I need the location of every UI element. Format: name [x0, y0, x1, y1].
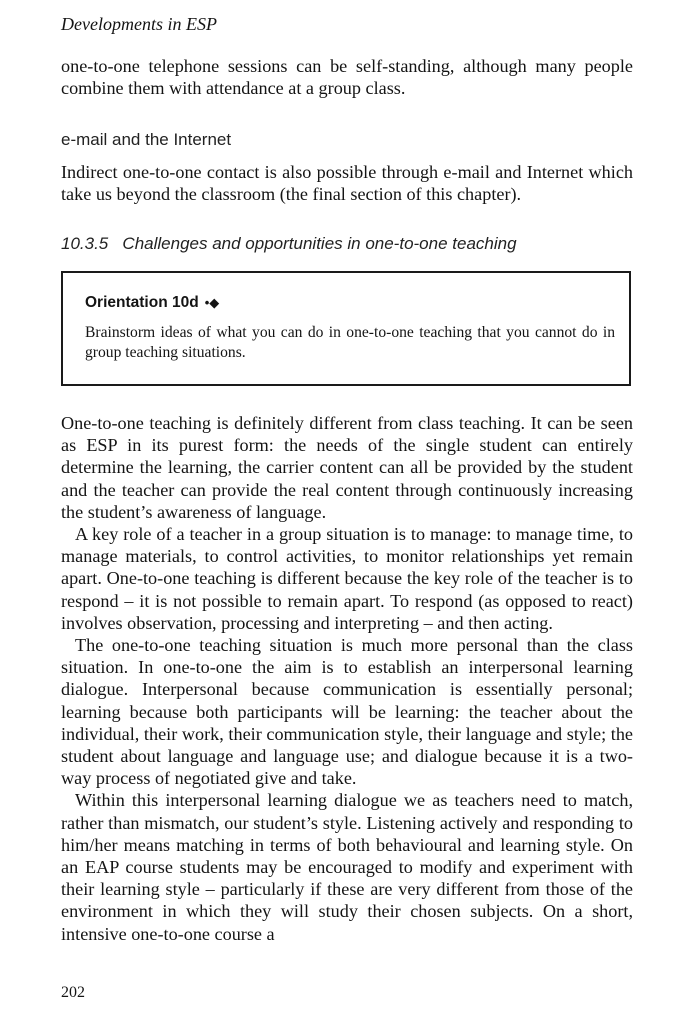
intro-paragraph: one-to-one telephone sessions can be self-standing, although many people combine them with attendance at a group class. [61, 56, 633, 99]
paragraph: A key role of a teacher in a group situation is to manage: to manage time, to manage materials, to control activities, to monitor relationships yet remain apart. One-to-one teaching is different because the key role of the teacher is to respond – it is not possible to remain apart. To respond (as opposed to react) involves observation, processing and interpreting – and then acting. [61, 524, 633, 633]
paragraph: The one-to-one teaching situation is much more personal than the class situation. In one-to-one the aim is to establish an interpersonal learning dialogue. Interpersonal because communication is essentially personal; learning because both participants will be learning: the teacher about the individual, their work, their communication style, their language and style; the student about language and language use; and dialogue because it is a two-way process of negotiated give and take. [61, 635, 633, 789]
page-number: 202 [61, 984, 85, 1001]
email-paragraph: Indirect one-to-one contact is also possible through e-mail and Internet which take us beyond the classroom (the final section of this chapter). [61, 162, 633, 205]
paragraph: One-to-one teaching is definitely different from class teaching. It can be seen as ESP in its purest form: the needs of the single student can entirely determine the learning, the carrier content can all be provided by the student and the teacher can provide the real content through continuously increasing the student’s awareness of language. [61, 413, 633, 522]
orientation-text: Brainstorm ideas of what you can do in one-to-one teaching that you cannot do in group teaching situations. [85, 324, 615, 361]
subheading-email: e-mail and the Internet [61, 130, 232, 149]
section-heading: 10.3.5 Challenges and opportunities in one-to-one teaching [61, 234, 517, 253]
orientation-title [85, 294, 219, 312]
paragraph: Within this interpersonal learning dialogue we as teachers need to match, rather than mismatch, our student’s style. Listening actively and responding to him/her means matching in terms of both behavioural and learning style. On an EAP course students may be encouraged to modify and experiment with their learning style – particularly if these are very different from those of the environment in which they will study their chosen subjects. On a short, intensive one-to-one course a [61, 790, 633, 944]
diamond-arrow-icon: •◆ [204, 295, 220, 310]
main-text [61, 412, 633, 945]
orientation-box [61, 271, 631, 386]
orientation-title-text: Orientation 10d [85, 294, 199, 311]
running-head: Developments in ESP [61, 14, 217, 34]
